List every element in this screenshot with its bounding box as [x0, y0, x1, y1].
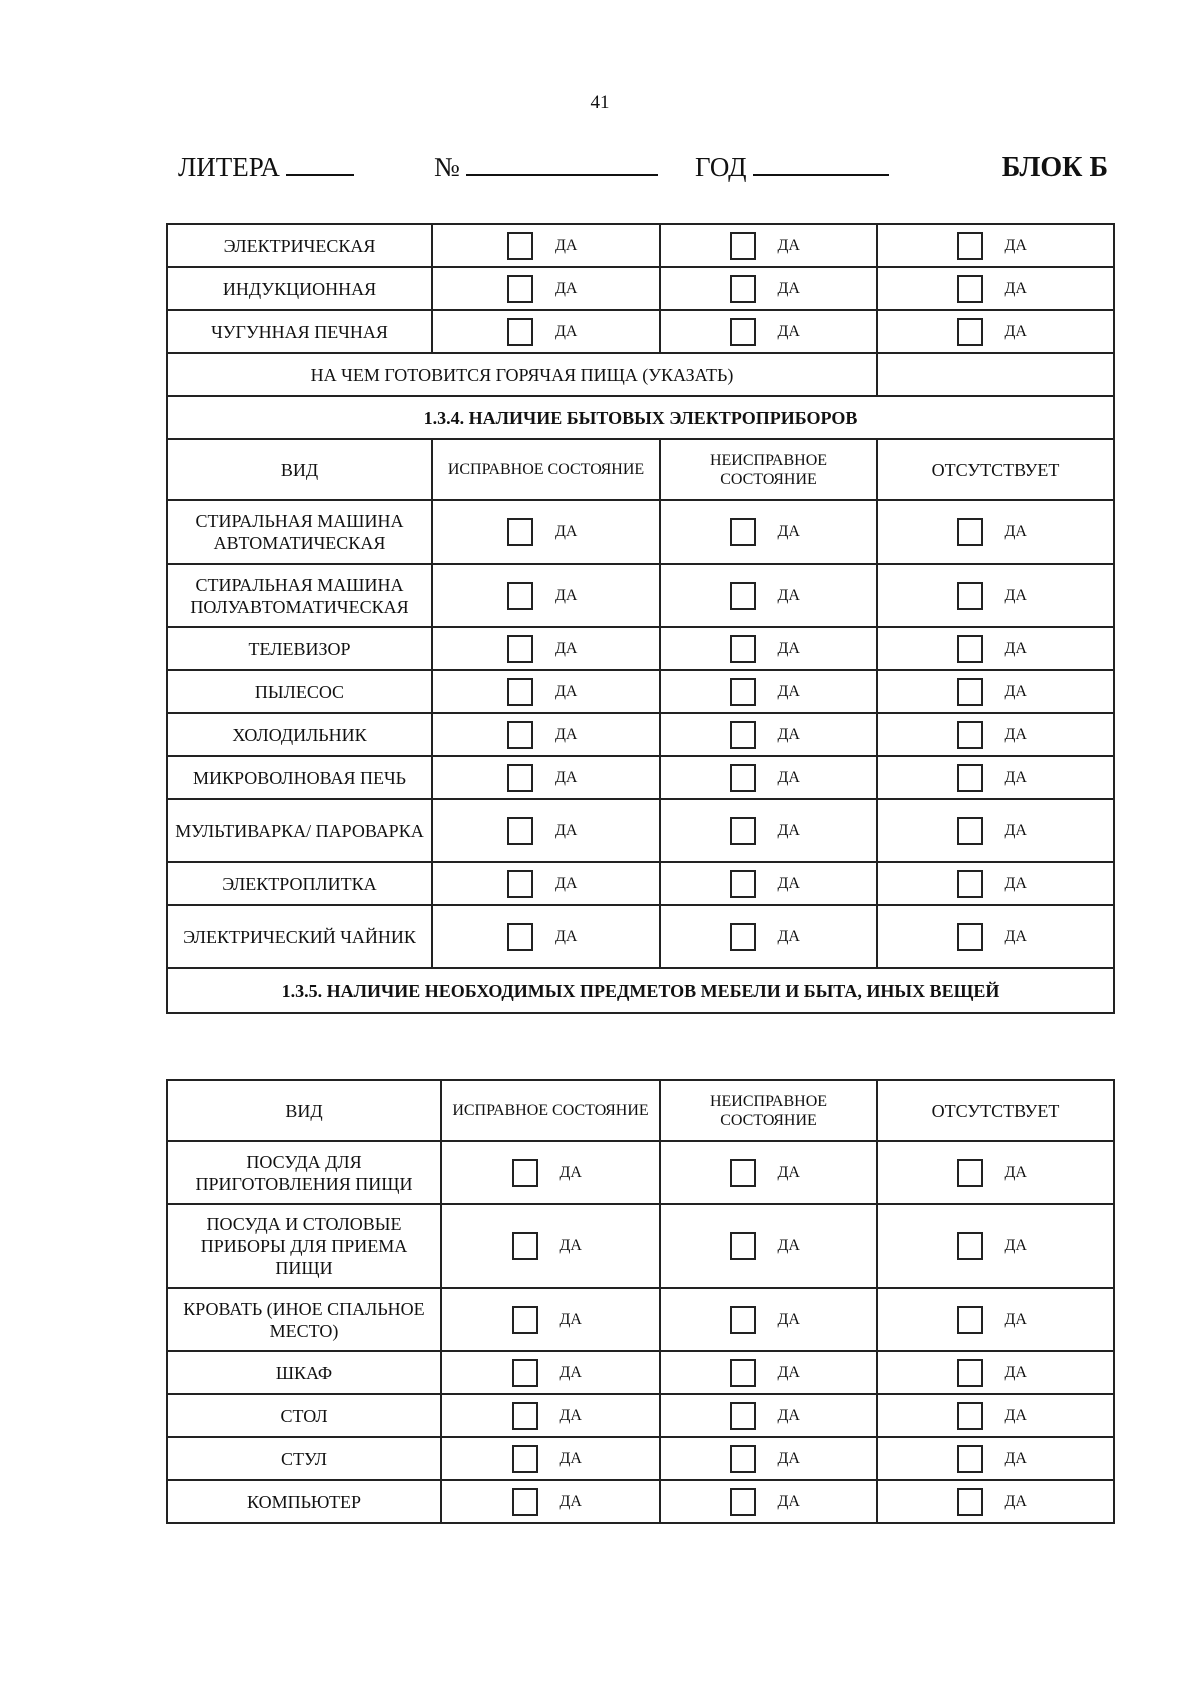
check-cell-faulty	[660, 905, 877, 968]
checkbox[interactable]	[957, 1159, 983, 1187]
check-cell-absent	[877, 799, 1114, 862]
check-cell-absent	[877, 713, 1114, 756]
checkbox[interactable]	[730, 582, 756, 610]
checkbox[interactable]	[507, 275, 533, 303]
litera-blank[interactable]	[286, 150, 354, 176]
checkbox[interactable]	[512, 1445, 538, 1473]
checkbox-label: ДА	[777, 1492, 800, 1510]
check-cell-working	[432, 905, 660, 968]
checkbox[interactable]	[730, 1402, 756, 1430]
checkbox-label: ДА	[1004, 1237, 1027, 1254]
check-cell-faulty	[660, 500, 877, 564]
checkbox[interactable]	[730, 318, 756, 346]
checkbox-label: ДА	[555, 874, 578, 892]
checkbox[interactable]	[730, 870, 756, 898]
checkbox[interactable]	[957, 232, 983, 260]
check-cell-working	[441, 1288, 660, 1351]
check-cell-absent	[877, 1204, 1114, 1288]
check-cell-absent	[877, 1394, 1114, 1437]
checkbox-label: ДА	[777, 1449, 800, 1467]
check-cell-working	[432, 670, 660, 713]
checkbox-label: ДА	[1004, 236, 1027, 254]
check-cell-working	[441, 1480, 660, 1523]
table-row	[167, 1288, 1114, 1351]
checkbox[interactable]	[512, 1402, 538, 1430]
checkbox-label: ДА	[777, 874, 800, 892]
checkbox-label: ДА	[777, 1163, 800, 1181]
checkbox-label: ДА	[555, 523, 578, 540]
checkbox[interactable]	[730, 1488, 756, 1516]
number-field[interactable]	[434, 150, 658, 183]
check-cell-working	[441, 1437, 660, 1480]
checkbox-label: ДА	[1004, 874, 1027, 892]
checkbox-label: ДА	[777, 1310, 800, 1328]
check-cell-absent	[877, 1351, 1114, 1394]
check-cell-working	[432, 310, 660, 353]
check-cell-faulty	[660, 1141, 877, 1204]
check-cell-faulty	[660, 1351, 877, 1394]
appliances-table	[166, 223, 1115, 1014]
check-cell-faulty	[660, 224, 877, 267]
table-row	[167, 1141, 1114, 1204]
column-header-working: ИСПРАВНОЕ СОСТОЯНИЕ	[432, 439, 660, 500]
number-blank[interactable]	[466, 150, 658, 176]
column-header-faulty: НЕИСПРАВНОЕ СОСТОЯНИЕ	[660, 1080, 877, 1141]
check-cell-working	[441, 1394, 660, 1437]
checkbox-label: ДА	[1004, 682, 1027, 700]
litera-field[interactable]	[178, 150, 354, 183]
column-header-row	[167, 1080, 1114, 1141]
checkbox[interactable]	[730, 275, 756, 303]
check-cell-absent	[877, 267, 1114, 310]
checkbox-label: ДА	[777, 639, 800, 657]
table-row	[167, 756, 1114, 799]
checkbox-label: ДА	[1004, 1310, 1027, 1328]
checkbox-label: ДА	[555, 927, 578, 945]
checkbox-label: ДА	[559, 1363, 582, 1381]
checkbox[interactable]	[730, 764, 756, 792]
section-title-row	[167, 396, 1114, 439]
year-label: ГОД	[695, 152, 747, 182]
checkbox[interactable]	[507, 923, 533, 951]
checkbox-label: ДА	[559, 1492, 582, 1510]
checkbox-label: ДА	[555, 586, 578, 604]
check-cell-working	[432, 756, 660, 799]
checkbox-label: ДА	[777, 523, 800, 540]
page-number: 41	[590, 92, 610, 113]
checkbox-label: ДА	[559, 1237, 582, 1254]
checkbox-label: ДА	[555, 322, 578, 340]
checkbox-label: ДА	[1004, 821, 1027, 839]
check-cell-absent	[877, 1141, 1114, 1204]
check-cell-faulty	[660, 799, 877, 862]
hot-food-row	[167, 353, 1114, 396]
check-cell-faulty	[660, 713, 877, 756]
check-cell-absent	[877, 905, 1114, 968]
check-cell-absent	[877, 862, 1114, 905]
checkbox[interactable]	[507, 318, 533, 346]
check-cell-absent	[877, 1480, 1114, 1523]
check-cell-absent	[877, 224, 1114, 267]
checkbox-label: ДА	[555, 639, 578, 657]
check-cell-faulty	[660, 1288, 877, 1351]
checkbox[interactable]	[957, 635, 983, 663]
check-cell-absent	[877, 310, 1114, 353]
check-cell-working	[432, 713, 660, 756]
furniture-table	[166, 1079, 1115, 1524]
year-field[interactable]	[695, 150, 889, 183]
checkbox[interactable]	[730, 1359, 756, 1387]
checkbox-label: ДА	[1004, 1449, 1027, 1467]
checkbox[interactable]	[957, 518, 983, 546]
section-title: 1.3.4. НАЛИЧИЕ БЫТОВЫХ ЭЛЕКТРОПРИБОРОВ	[167, 396, 1114, 439]
check-cell-working	[432, 799, 660, 862]
checkbox-label: ДА	[555, 279, 578, 297]
check-cell-faulty	[660, 756, 877, 799]
checkbox[interactable]	[512, 1159, 538, 1187]
checkbox-label: ДА	[1004, 725, 1027, 743]
table-row	[167, 713, 1114, 756]
check-cell-absent	[877, 1288, 1114, 1351]
table-row	[167, 1437, 1114, 1480]
checkbox-label: ДА	[777, 1237, 800, 1254]
checkbox[interactable]	[507, 232, 533, 260]
checkbox[interactable]	[957, 1488, 983, 1516]
checkbox-label: ДА	[777, 682, 800, 700]
check-cell-working	[432, 267, 660, 310]
check-cell-faulty	[660, 310, 877, 353]
item-label: ЭЛЕКТРИЧЕСКАЯ	[167, 224, 432, 267]
check-cell-faulty	[660, 627, 877, 670]
checkbox-label: ДА	[777, 1363, 800, 1381]
check-cell-working	[432, 564, 660, 627]
check-cell-absent	[877, 670, 1114, 713]
checkbox[interactable]	[957, 318, 983, 346]
check-cell-absent	[877, 500, 1114, 564]
table-row	[167, 500, 1114, 564]
checkbox[interactable]	[957, 1232, 983, 1260]
checkbox-label: ДА	[1004, 1363, 1027, 1381]
item-label: СТИРАЛЬНАЯ МАШИНА ПОЛУАВТОМАТИЧЕСКАЯ	[167, 564, 432, 627]
item-label: ПОСУДА И СТОЛОВЫЕ ПРИБОРЫ ДЛЯ ПРИЕМА ПИЩИ	[167, 1204, 441, 1288]
checkbox[interactable]	[957, 1359, 983, 1387]
checkbox-label: ДА	[559, 1163, 582, 1181]
check-cell-absent	[877, 564, 1114, 627]
number-label: №	[434, 152, 460, 182]
checkbox[interactable]	[512, 1306, 538, 1334]
column-header-absent: ОТСУТСТВУЕТ	[877, 439, 1114, 500]
checkbox[interactable]	[512, 1232, 538, 1260]
check-cell-faulty	[660, 564, 877, 627]
check-cell-working	[432, 627, 660, 670]
check-cell-working	[432, 224, 660, 267]
table-row	[167, 905, 1114, 968]
checkbox-label: ДА	[555, 725, 578, 743]
item-label: МИКРОВОЛНОВАЯ ПЕЧЬ	[167, 756, 432, 799]
checkbox-label: ДА	[1004, 1406, 1027, 1424]
hot-food-answer-field[interactable]	[877, 353, 1114, 396]
item-label: ЭЛЕКТРОПЛИТКА	[167, 862, 432, 905]
check-cell-absent	[877, 756, 1114, 799]
check-cell-faulty	[660, 1204, 877, 1288]
item-label: СТИРАЛЬНАЯ МАШИНА АВТОМАТИЧЕСКАЯ	[167, 500, 432, 564]
checkbox-label: ДА	[777, 322, 800, 340]
check-cell-working	[432, 862, 660, 905]
table-row	[167, 1204, 1114, 1288]
checkbox[interactable]	[730, 1232, 756, 1260]
checkbox-label: ДА	[1004, 927, 1027, 945]
checkbox[interactable]	[512, 1359, 538, 1387]
section-title: 1.3.5. НАЛИЧИЕ НЕОБХОДИМЫХ ПРЕДМЕТОВ МЕБЕЛИ И БЫТА, ИНЫХ ВЕЩЕЙ	[167, 968, 1114, 1013]
item-label: ПОСУДА ДЛЯ ПРИГОТОВЛЕНИЯ ПИЩИ	[167, 1141, 441, 1204]
checkbox-label: ДА	[1004, 523, 1027, 540]
check-cell-absent	[877, 1437, 1114, 1480]
appliances-table-body	[167, 224, 1114, 1013]
checkbox-label: ДА	[777, 821, 800, 839]
checkbox-label: ДА	[559, 1449, 582, 1467]
table-row	[167, 799, 1114, 862]
checkbox-label: ДА	[777, 725, 800, 743]
table-row	[167, 310, 1114, 353]
item-label: СТУЛ	[167, 1437, 441, 1480]
check-cell-faulty	[660, 862, 877, 905]
hot-food-label: НА ЧЕМ ГОТОВИТСЯ ГОРЯЧАЯ ПИЩА (УКАЗАТЬ)	[167, 353, 877, 396]
column-header-faulty: НЕИСПРАВНОЕ СОСТОЯНИЕ	[660, 439, 877, 500]
column-header-working: ИСПРАВНОЕ СОСТОЯНИЕ	[441, 1080, 660, 1141]
year-blank[interactable]	[753, 150, 889, 176]
checkbox[interactable]	[507, 721, 533, 749]
checkbox[interactable]	[512, 1488, 538, 1516]
column-header-absent: ОТСУТСТВУЕТ	[877, 1080, 1114, 1141]
table-row	[167, 267, 1114, 310]
checkbox-label: ДА	[777, 927, 800, 945]
checkbox-label: ДА	[555, 821, 578, 839]
checkbox[interactable]	[730, 817, 756, 845]
checkbox-label: ДА	[1004, 639, 1027, 657]
checkbox[interactable]	[730, 1159, 756, 1187]
checkbox[interactable]	[730, 721, 756, 749]
table-row	[167, 224, 1114, 267]
block-label: БЛОК Б	[1001, 152, 1108, 183]
checkbox-label: ДА	[1004, 1163, 1027, 1181]
checkbox[interactable]	[957, 678, 983, 706]
checkbox-label: ДА	[777, 586, 800, 604]
item-label: ШКАФ	[167, 1351, 441, 1394]
checkbox-label: ДА	[559, 1406, 582, 1424]
checkbox[interactable]	[507, 817, 533, 845]
checkbox[interactable]	[957, 764, 983, 792]
checkbox-label: ДА	[1004, 279, 1027, 297]
litera-label: ЛИТЕРА	[178, 152, 280, 182]
checkbox[interactable]	[957, 275, 983, 303]
check-cell-working	[441, 1141, 660, 1204]
checkbox-label: ДА	[777, 768, 800, 786]
checkbox-label: ДА	[1004, 1492, 1027, 1510]
check-cell-working	[441, 1351, 660, 1394]
check-cell-working	[441, 1204, 660, 1288]
checkbox-label: ДА	[777, 279, 800, 297]
checkbox[interactable]	[957, 870, 983, 898]
checkbox-label: ДА	[555, 768, 578, 786]
checkbox[interactable]	[957, 582, 983, 610]
item-label: ЧУГУННАЯ ПЕЧНАЯ	[167, 310, 432, 353]
checkbox-label: ДА	[1004, 768, 1027, 786]
table-row	[167, 862, 1114, 905]
check-cell-working	[432, 500, 660, 564]
check-cell-faulty	[660, 670, 877, 713]
checkbox-label: ДА	[1004, 586, 1027, 604]
table-row	[167, 564, 1114, 627]
checkbox[interactable]	[957, 923, 983, 951]
checkbox[interactable]	[507, 764, 533, 792]
checkbox[interactable]	[957, 817, 983, 845]
table-row	[167, 670, 1114, 713]
checkbox[interactable]	[730, 232, 756, 260]
checkbox[interactable]	[730, 923, 756, 951]
item-label: ПЫЛЕСОС	[167, 670, 432, 713]
item-label: КОМПЬЮТЕР	[167, 1480, 441, 1523]
checkbox[interactable]	[957, 1445, 983, 1473]
checkbox[interactable]	[957, 1306, 983, 1334]
checkbox[interactable]	[507, 870, 533, 898]
check-cell-faulty	[660, 267, 877, 310]
checkbox[interactable]	[507, 635, 533, 663]
checkbox-label: ДА	[777, 1406, 800, 1424]
item-label: МУЛЬТИВАРКА/ ПАРОВАРКА	[167, 799, 432, 862]
checkbox-label: ДА	[777, 236, 800, 254]
checkbox[interactable]	[957, 721, 983, 749]
checkbox-label: ДА	[555, 682, 578, 700]
checkbox[interactable]	[730, 635, 756, 663]
check-cell-absent	[877, 627, 1114, 670]
item-label: КРОВАТЬ (ИНОЕ СПАЛЬНОЕ МЕСТО)	[167, 1288, 441, 1351]
check-cell-faulty	[660, 1480, 877, 1523]
item-label: ЭЛЕКТРИЧЕСКИЙ ЧАЙНИК	[167, 905, 432, 968]
checkbox[interactable]	[730, 518, 756, 546]
item-label: ИНДУКЦИОННАЯ	[167, 267, 432, 310]
column-header-type: ВИД	[167, 439, 432, 500]
checkbox-label: ДА	[555, 236, 578, 254]
table-row	[167, 1351, 1114, 1394]
checkbox-label: ДА	[1004, 322, 1027, 340]
column-header-row	[167, 439, 1114, 500]
column-header-type: ВИД	[167, 1080, 441, 1141]
table-row	[167, 627, 1114, 670]
checkbox[interactable]	[730, 678, 756, 706]
checkbox[interactable]	[957, 1402, 983, 1430]
checkbox[interactable]	[730, 1445, 756, 1473]
furniture-table-body	[167, 1080, 1114, 1523]
check-cell-faulty	[660, 1437, 877, 1480]
checkbox-label: ДА	[559, 1310, 582, 1328]
table-row	[167, 1480, 1114, 1523]
checkbox[interactable]	[507, 518, 533, 546]
item-label: ХОЛОДИЛЬНИК	[167, 713, 432, 756]
item-label: ТЕЛЕВИЗОР	[167, 627, 432, 670]
check-cell-faulty	[660, 1394, 877, 1437]
checkbox[interactable]	[507, 582, 533, 610]
item-label: СТОЛ	[167, 1394, 441, 1437]
table-row	[167, 1394, 1114, 1437]
checkbox[interactable]	[507, 678, 533, 706]
checkbox[interactable]	[730, 1306, 756, 1334]
section-title-row	[167, 968, 1114, 1013]
